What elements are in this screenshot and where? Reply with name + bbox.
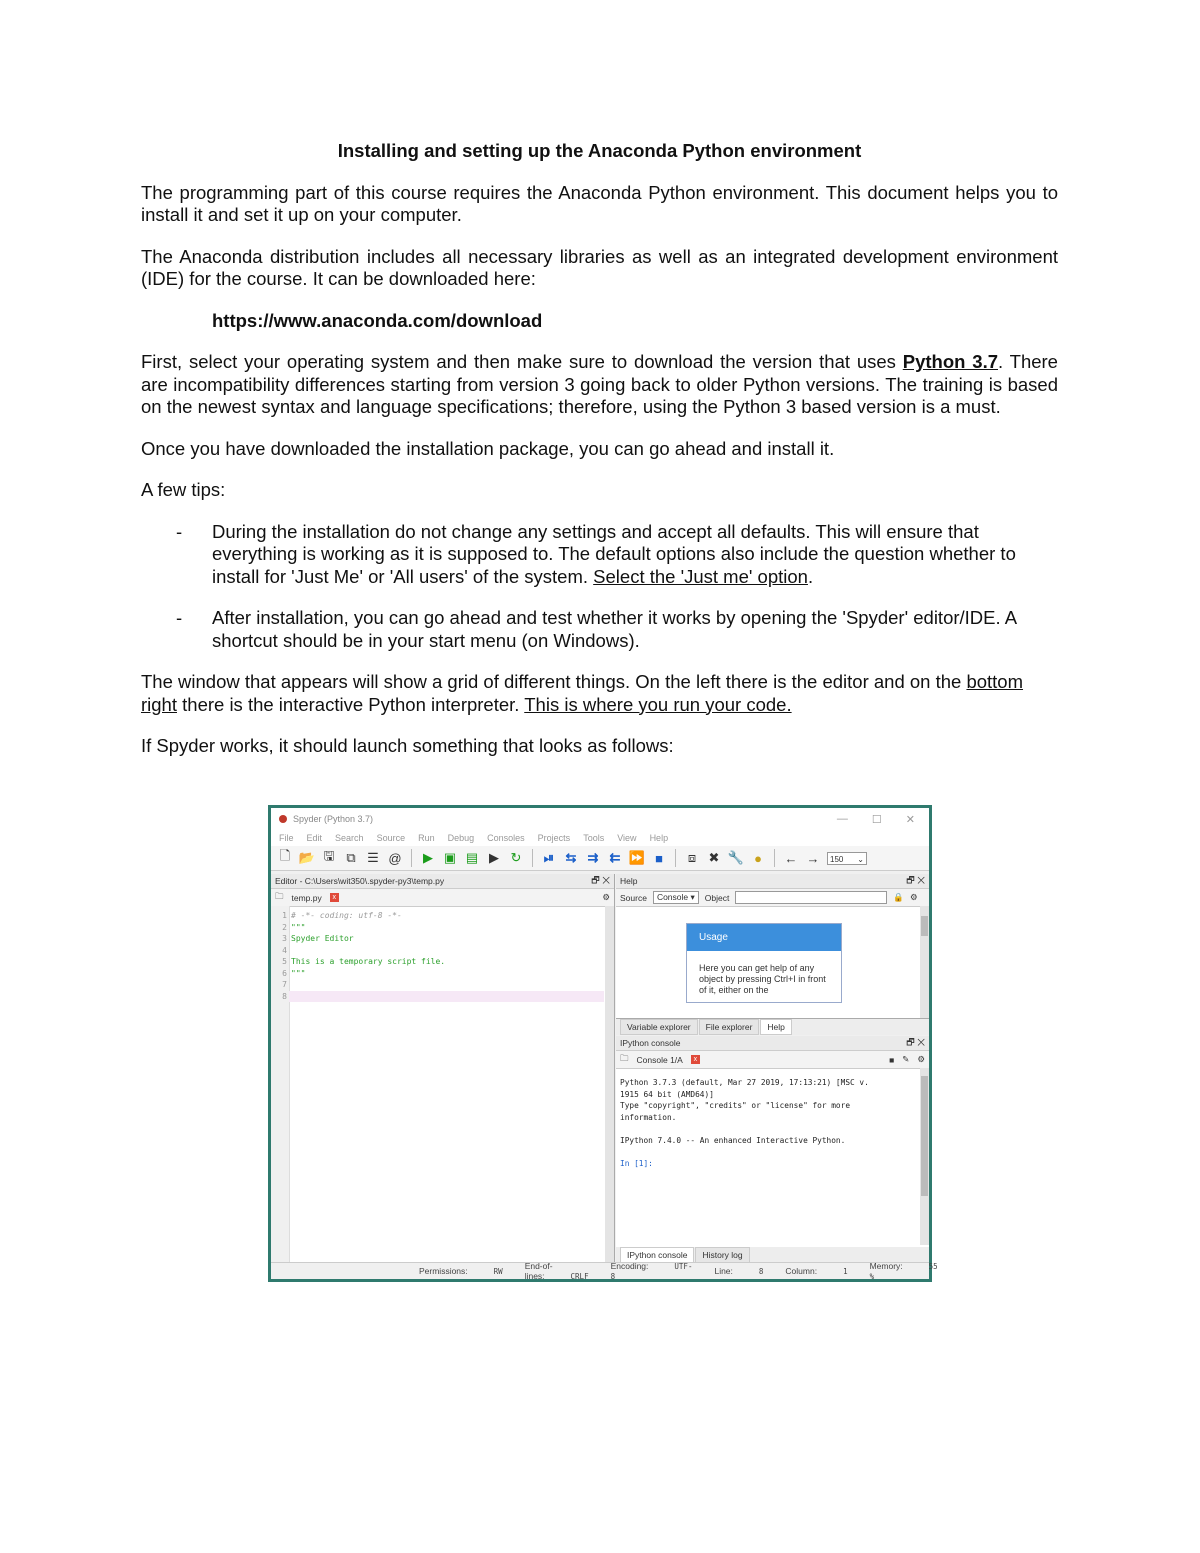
step-return-icon[interactable]: ⇇ xyxy=(609,850,621,865)
scroll-thumb[interactable] xyxy=(921,1076,928,1196)
bullet-dash: - xyxy=(176,607,183,628)
menu-item-help[interactable]: Help xyxy=(649,833,669,843)
toolbar-divider xyxy=(675,849,676,867)
code-line xyxy=(282,991,604,1003)
status-label: End-of-lines: xyxy=(524,1261,553,1281)
toolbar-divider xyxy=(774,849,775,867)
close-icon[interactable]: ✕ xyxy=(905,813,915,826)
status-label: Line: xyxy=(714,1266,733,1276)
tip1-text: During the installation do not change any settings and accept all defaults. This will ensure that everything is working as it is supposed to. The default options also include the question whether to install for 'Just Me' or 'All users' of the system. xyxy=(212,520,1016,587)
tab-ipython-console[interactable]: IPython console xyxy=(620,1247,694,1263)
tip-item xyxy=(141,607,1058,652)
status-encoding xyxy=(611,1261,693,1281)
menu-item-tools[interactable]: Tools xyxy=(583,833,605,843)
intro-paragraph: The programming part of this course requires the Anaconda Python environment. This document helps you to install it and set it up on your computer. xyxy=(141,181,1058,225)
spyder-title-bar xyxy=(271,808,929,830)
console-line: information. xyxy=(620,1112,677,1122)
tip1-underlined: Select the 'Just me' option xyxy=(593,565,808,587)
status-label: Encoding: xyxy=(610,1261,649,1271)
p6-underlined-2: This is where you run your code. xyxy=(524,693,792,715)
line-number: 1 xyxy=(282,911,287,920)
console-tab-row xyxy=(616,1051,929,1069)
code-line xyxy=(282,922,604,934)
p3-text-a: First, select your operating system and then make sure to download the version that uses xyxy=(141,351,903,372)
forward-arrow-icon[interactable]: → xyxy=(806,850,820,866)
line-number: 4 xyxy=(282,945,287,955)
at-icon[interactable]: @ xyxy=(388,850,402,866)
tab-variable-explorer[interactable]: Variable explorer xyxy=(620,1019,698,1035)
help-tabs xyxy=(616,1019,929,1035)
line-number: 8 xyxy=(282,991,287,1001)
maximize-pane-icon[interactable]: ⧈ xyxy=(687,850,697,865)
save-icon[interactable]: 🖫 xyxy=(323,848,335,863)
distribution-paragraph: The Anaconda distribution includes all necessary libraries as well as an integrated development environment (IDE) for the course. It can be downloaded here: xyxy=(141,245,1058,289)
right-panel xyxy=(616,874,929,1263)
code-text: """ xyxy=(291,968,306,978)
code-text: """ xyxy=(291,922,306,932)
status-label: Column: xyxy=(785,1266,818,1276)
tip1-end: . xyxy=(807,565,814,587)
menu-item-file[interactable]: File xyxy=(279,833,294,843)
editor-path: Editor - C:\Users\wit350\.spyder-py3\temp.py xyxy=(275,876,445,886)
zoom-select[interactable] xyxy=(827,852,867,865)
zoom-value: 150 xyxy=(830,854,844,864)
edit-icon[interactable]: ✎ xyxy=(902,1054,910,1064)
line-number: 3 xyxy=(282,934,287,943)
python-path-icon[interactable]: ● xyxy=(754,850,762,866)
pane-controls[interactable]: 🗗 ✕ xyxy=(906,1037,925,1047)
console-line xyxy=(620,1146,915,1158)
p6-underlined-1: bottom right xyxy=(141,671,1024,715)
menu-item-search[interactable]: Search xyxy=(335,833,364,843)
status-value: 55 % xyxy=(869,1262,938,1281)
p6-text-a: The window that appears will show a grid of different things. On the left there is the editor and on the xyxy=(141,671,967,692)
scroll-thumb[interactable] xyxy=(921,916,928,936)
stop-console-icon[interactable]: ■ xyxy=(889,1054,895,1065)
debug-icon[interactable]: ⏯ xyxy=(543,850,555,865)
help-source-row xyxy=(616,889,929,907)
status-value: CRLF xyxy=(570,1272,589,1281)
spyder-toolbar xyxy=(271,846,929,871)
menu-item-edit[interactable]: Edit xyxy=(306,833,323,843)
preferences-icon[interactable]: 🔧 xyxy=(727,850,745,865)
code-line xyxy=(282,956,604,968)
ipython-pane xyxy=(616,1036,929,1263)
minimize-icon[interactable]: — xyxy=(836,812,848,825)
help-scrollbar[interactable] xyxy=(920,906,929,1018)
object-label: Object xyxy=(704,892,730,903)
line-number: 7 xyxy=(282,980,287,989)
stop-icon[interactable]: ■ xyxy=(655,850,663,866)
console-line: In [1]: xyxy=(620,1158,653,1168)
status-value: UTF-8 xyxy=(610,1262,693,1281)
continue-icon[interactable]: ⏩ xyxy=(628,850,646,865)
usage-text: Here you can get help of any object by pressing Ctrl+I in front of it, either on the xyxy=(699,963,826,995)
status-value: 8 xyxy=(758,1267,764,1276)
list-icon[interactable]: ☰ xyxy=(367,850,379,865)
fullscreen-icon[interactable]: ✖ xyxy=(708,850,720,865)
tips-heading: A few tips: xyxy=(141,479,226,500)
install-paragraph: Once you have downloaded the installation package, you can go ahead and install it. xyxy=(141,437,835,459)
open-file-icon[interactable]: 📂 xyxy=(298,850,316,865)
code-line xyxy=(282,968,604,980)
browse-tabs-icon[interactable]: 🗀 xyxy=(275,890,284,901)
tip-item xyxy=(141,521,1058,589)
help-title: Help xyxy=(620,876,638,886)
options-icon[interactable]: ⚙ xyxy=(602,892,610,902)
spyder-menu-bar xyxy=(271,830,929,846)
source-label: Source xyxy=(620,892,647,903)
run-cell-advance-icon[interactable]: ▤ xyxy=(465,850,479,865)
menu-item-debug[interactable]: Debug xyxy=(447,833,475,843)
code-area[interactable] xyxy=(282,910,604,1002)
back-arrow-icon[interactable]: ← xyxy=(784,850,798,866)
object-input[interactable] xyxy=(735,891,887,904)
document-title: Installing and setting up the Anaconda Python environment xyxy=(337,140,862,161)
options-icon[interactable]: ⚙ xyxy=(909,892,918,902)
help-header xyxy=(616,874,929,889)
status-label: Memory: xyxy=(869,1261,903,1271)
console-scrollbar[interactable] xyxy=(920,1068,929,1245)
run-icon[interactable]: ▶ xyxy=(423,850,433,865)
editor-tab-row xyxy=(271,889,614,907)
step-into-icon[interactable]: ⇉ xyxy=(587,850,599,865)
rerun-icon[interactable]: ↻ xyxy=(510,850,522,865)
new-file-icon[interactable]: 🗋 xyxy=(279,848,291,863)
run-cell-icon[interactable]: ▣ xyxy=(443,850,457,865)
status-line xyxy=(714,1266,763,1276)
step-icon[interactable]: ⇆ xyxy=(565,850,577,865)
tab-file-explorer[interactable]: File explorer xyxy=(699,1019,760,1035)
source-select[interactable]: Console ▾ xyxy=(653,891,699,904)
status-permissions xyxy=(419,1266,503,1276)
browse-tabs-icon[interactable]: 🗀 xyxy=(620,1052,629,1063)
python-version-link: Python 3.7 xyxy=(902,351,998,372)
menu-item-projects[interactable]: Projects xyxy=(537,833,571,843)
menu-item-run[interactable]: Run xyxy=(418,833,435,843)
menu-item-source[interactable]: Source xyxy=(376,833,406,843)
console-line: Type "copyright", "credits" or "license" for more xyxy=(620,1101,851,1110)
tip2-text: After installation, you can go ahead and test whether it works by opening the 'Spyder' editor/IDE. A shortcut should be in your start menu (on Windows). xyxy=(212,607,1017,651)
usage-title: Usage xyxy=(687,924,841,951)
save-all-icon[interactable]: ⧉ xyxy=(346,850,356,865)
code-text: This is a temporary script file. xyxy=(291,957,446,966)
toolbar-divider xyxy=(532,849,533,867)
tab-temp-py[interactable]: temp.py xyxy=(291,892,322,903)
spyder-app-icon xyxy=(279,815,287,823)
run-selection-icon[interactable]: ▶ xyxy=(489,850,499,865)
code-line xyxy=(282,979,604,991)
editor-scrollbar[interactable] xyxy=(605,906,614,1263)
chevron-down-icon: ⌄ xyxy=(857,854,864,864)
status-value: RW xyxy=(493,1267,503,1276)
tab-console[interactable]: Console 1/A xyxy=(636,1054,683,1065)
launch-paragraph: If Spyder works, it should launch something that looks as follows: xyxy=(141,735,674,756)
code-text: Spyder Editor xyxy=(291,934,354,943)
code-line xyxy=(282,910,604,922)
spyder-screenshot xyxy=(268,805,938,1282)
console-line xyxy=(620,1123,915,1135)
tab-history-log[interactable]: History log xyxy=(695,1247,749,1263)
spyder-main-area xyxy=(271,874,929,1263)
close-tab-icon[interactable]: x xyxy=(691,1055,700,1064)
console-output[interactable] xyxy=(620,1077,915,1169)
code-text: # -*- coding: utf-8 -*- xyxy=(291,911,402,920)
console-line: IPython 7.4.0 -- An enhanced Interactive Python. xyxy=(620,1135,846,1145)
status-eol xyxy=(525,1261,589,1281)
code-line xyxy=(282,945,604,957)
console-line: 1915 64 bit (AMD64)] xyxy=(620,1089,714,1099)
status-memory xyxy=(870,1261,938,1281)
editor-pane xyxy=(271,874,615,1263)
tab-help[interactable]: Help xyxy=(760,1019,791,1035)
download-url[interactable]: https://www.anaconda.com/download xyxy=(212,309,543,331)
window-paragraph xyxy=(141,671,1058,716)
menu-item-consoles[interactable]: Consoles xyxy=(487,833,525,843)
document-body xyxy=(141,140,1058,777)
ipython-header xyxy=(616,1036,929,1051)
p3-text-b: . There are incompatibility differences starting from version 3 going back to older Python versions. The training is based on the newest syntax and language specifications; therefore, using the Python 3 based version is a must. xyxy=(141,351,1058,417)
options-icon[interactable]: ⚙ xyxy=(917,1054,925,1064)
code-line xyxy=(282,933,604,945)
usage-card xyxy=(686,923,842,1003)
status-value: 1 xyxy=(843,1267,848,1276)
tips-list xyxy=(141,521,1058,653)
source-value: Console xyxy=(656,892,689,902)
close-tab-icon[interactable]: x xyxy=(330,893,339,902)
toolbar-divider xyxy=(411,849,412,867)
bullet-dash: - xyxy=(176,520,183,542)
status-bar xyxy=(271,1261,938,1281)
status-label: Permissions: xyxy=(419,1266,468,1276)
help-pane xyxy=(616,874,929,1019)
spyder-window-title: Spyder (Python 3.7) xyxy=(293,814,374,824)
pane-controls[interactable]: 🗗 ✕ xyxy=(906,875,925,885)
python-version-paragraph xyxy=(141,351,1058,419)
p6-text-b: there is the interactive Python interpreter. xyxy=(177,693,525,715)
status-column xyxy=(785,1266,847,1276)
line-number: 6 xyxy=(282,968,287,978)
pane-controls[interactable]: 🗗 ✕ xyxy=(591,875,610,885)
maximize-icon[interactable]: ☐ xyxy=(871,813,882,826)
menu-item-view[interactable]: View xyxy=(617,833,637,843)
console-line: Python 3.7.3 (default, Mar 27 2019, 17:13:21) [MSC v. xyxy=(620,1078,869,1087)
editor-header xyxy=(271,874,614,889)
line-number: 2 xyxy=(282,922,287,932)
line-number: 5 xyxy=(282,957,287,966)
ipython-title: IPython console xyxy=(620,1038,681,1048)
lock-icon[interactable]: 🔒 xyxy=(893,892,904,902)
